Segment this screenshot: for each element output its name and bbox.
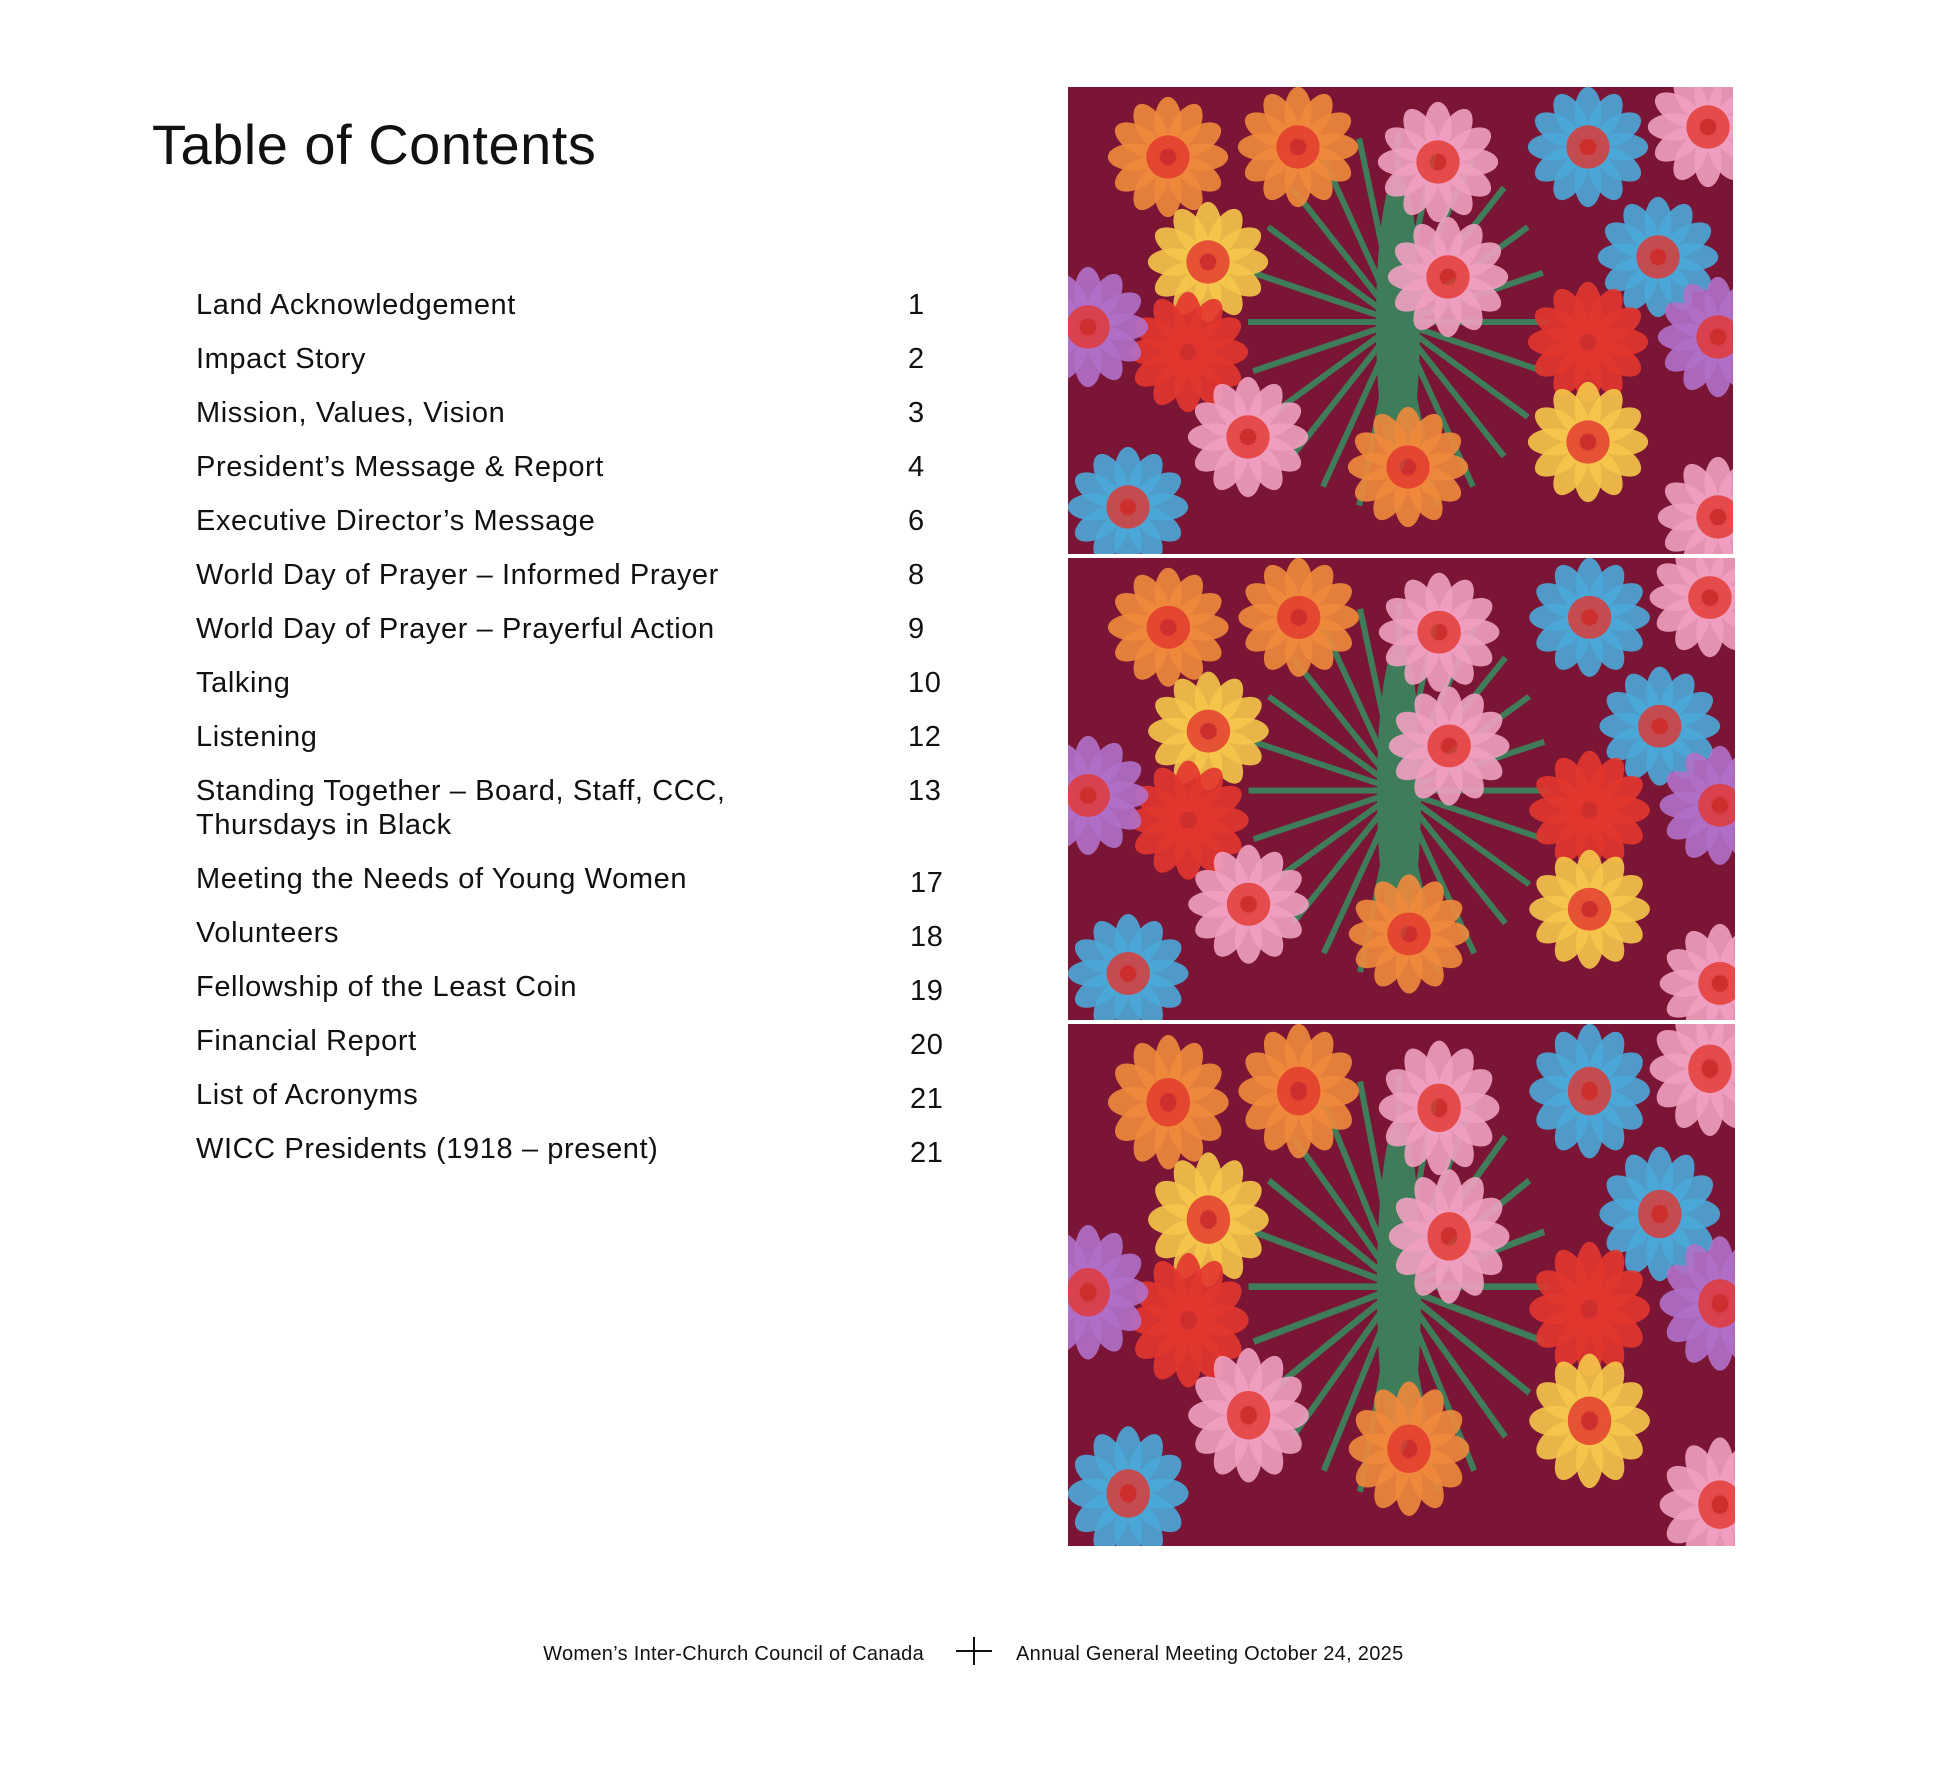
toc-entry-label: Fellowship of the Least Coin bbox=[196, 971, 578, 1003]
toc-entry[interactable] bbox=[196, 1132, 976, 1186]
toc-entry[interactable] bbox=[196, 1024, 976, 1078]
toc-entry-page: 19 bbox=[910, 975, 944, 1007]
toc-entry[interactable] bbox=[196, 970, 976, 1024]
toc-entry-page: 4 bbox=[908, 451, 925, 483]
toc-entry-label: Meeting the Needs of Young Women bbox=[196, 863, 688, 895]
toc-entry-label: Talking bbox=[196, 667, 291, 699]
toc-entry-label: List of Acronyms bbox=[196, 1079, 419, 1111]
toc-entry-page: 13 bbox=[908, 775, 942, 807]
toc-entry[interactable] bbox=[196, 612, 976, 666]
toc-entry-page: 9 bbox=[908, 613, 925, 645]
toc-entry-page: 21 bbox=[910, 1083, 944, 1115]
toc-entry-label: Land Acknowledgement bbox=[196, 289, 516, 321]
toc-entry-page: 20 bbox=[910, 1029, 944, 1061]
toc-entry-page: 6 bbox=[908, 505, 925, 537]
toc-entry-page: 17 bbox=[910, 867, 944, 899]
toc-entry-page: 10 bbox=[908, 667, 942, 699]
page-title: Table of Contents bbox=[152, 113, 597, 176]
toc-entry-page: 8 bbox=[908, 559, 925, 591]
toc-entry[interactable] bbox=[196, 288, 976, 342]
toc-entry-label: Standing Together – Board, Staff, CCC, Thursdays in Black bbox=[196, 775, 726, 841]
footer-meeting: Annual General Meeting October 24, 2025 bbox=[1016, 1643, 1404, 1665]
toc-entry-label: Financial Report bbox=[196, 1025, 417, 1057]
toc-entry-label: WICC Presidents (1918 – present) bbox=[196, 1133, 659, 1165]
toc-entry[interactable] bbox=[196, 862, 976, 916]
toc-entry[interactable] bbox=[196, 342, 976, 396]
toc-entry-page: 18 bbox=[910, 921, 944, 953]
toc-entry[interactable] bbox=[196, 558, 976, 612]
floral-fabric-image bbox=[1068, 87, 1733, 554]
toc-entry-label: Impact Story bbox=[196, 343, 366, 375]
toc-entry-label: World Day of Prayer – Informed Prayer bbox=[196, 559, 719, 591]
floral-fabric-image bbox=[1068, 1024, 1735, 1546]
toc-entry[interactable] bbox=[196, 774, 976, 864]
toc-entry-label: World Day of Prayer – Prayerful Action bbox=[196, 613, 715, 645]
cross-icon bbox=[956, 1633, 992, 1669]
toc-entry-label: Executive Director’s Message bbox=[196, 505, 596, 537]
toc-entry-label: Volunteers bbox=[196, 917, 340, 949]
toc-entry[interactable] bbox=[196, 916, 976, 970]
floral-fabric-image bbox=[1068, 558, 1735, 1020]
toc-entry-page: 1 bbox=[908, 289, 925, 321]
toc-entry-label: Listening bbox=[196, 721, 318, 753]
footer-organization: Women’s Inter-Church Council of Canada bbox=[543, 1643, 924, 1665]
toc-entry-label: Mission, Values, Vision bbox=[196, 397, 506, 429]
toc-entry[interactable] bbox=[196, 1078, 976, 1132]
toc-entry[interactable] bbox=[196, 450, 976, 504]
toc-entry-label: President’s Message & Report bbox=[196, 451, 604, 483]
toc-entry-page: 12 bbox=[908, 721, 942, 753]
toc-entry[interactable] bbox=[196, 720, 976, 774]
toc-entry[interactable] bbox=[196, 504, 976, 558]
toc-entry-page: 2 bbox=[908, 343, 925, 375]
page-footer bbox=[0, 1643, 1944, 1673]
toc-entry[interactable] bbox=[196, 666, 976, 720]
toc-entry[interactable] bbox=[196, 396, 976, 450]
toc-entry-page: 21 bbox=[910, 1137, 944, 1169]
toc-entry-page: 3 bbox=[908, 397, 925, 429]
